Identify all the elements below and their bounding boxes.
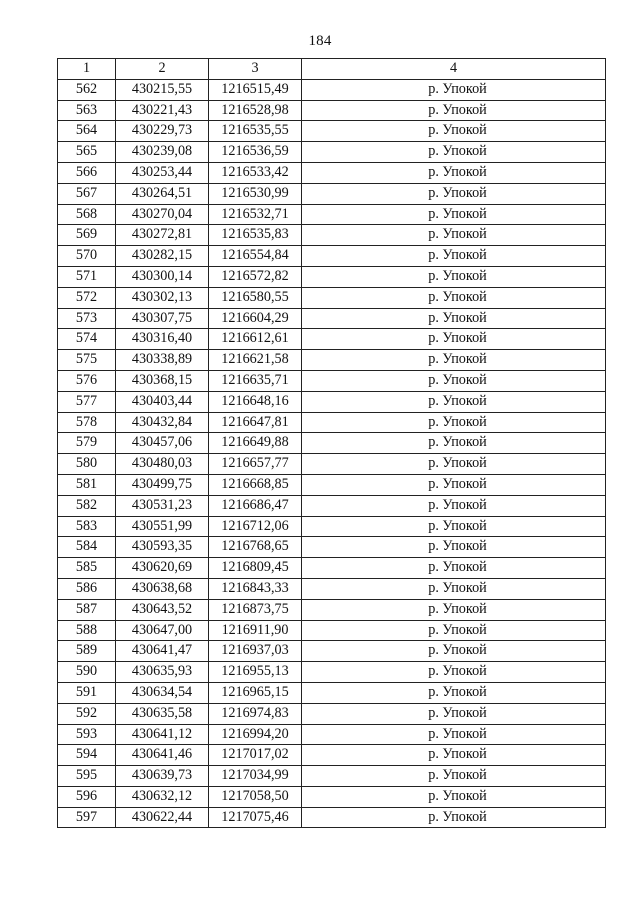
table-row <box>58 370 606 391</box>
description-text: р. Упокой <box>428 122 487 139</box>
y-coordinate-cell: 1216647,81 <box>209 412 302 433</box>
description-text: р. Упокой <box>428 808 487 825</box>
y-coordinate-cell: 1216768,65 <box>209 537 302 558</box>
x-coordinate-cell: 430639,73 <box>116 766 209 787</box>
description-text: р. Упокой <box>428 455 487 472</box>
table-row <box>58 412 606 433</box>
table-row <box>58 599 606 620</box>
x-coordinate-cell: 430215,55 <box>116 79 209 100</box>
point-number-cell: 587 <box>58 599 116 620</box>
y-coordinate-cell: 1216974,83 <box>209 703 302 724</box>
description-text: р. Упокой <box>428 371 487 388</box>
description-cell <box>302 682 606 703</box>
point-number-cell: 571 <box>58 266 116 287</box>
point-number-cell: 576 <box>58 370 116 391</box>
point-number-cell: 562 <box>58 79 116 100</box>
point-number-cell: 574 <box>58 329 116 350</box>
description-cell <box>302 266 606 287</box>
description-cell <box>302 79 606 100</box>
description-text: р. Упокой <box>428 746 487 763</box>
header-col-4: 4 <box>302 59 606 80</box>
point-number-cell: 594 <box>58 745 116 766</box>
point-number-cell: 581 <box>58 474 116 495</box>
description-text: р. Упокой <box>428 600 487 617</box>
description-cell <box>302 162 606 183</box>
description-text: р. Упокой <box>428 143 487 160</box>
point-number-cell: 577 <box>58 391 116 412</box>
table-row <box>58 662 606 683</box>
point-number-cell: 595 <box>58 766 116 787</box>
description-cell <box>302 766 606 787</box>
point-number-cell: 565 <box>58 142 116 163</box>
x-coordinate-cell: 430638,68 <box>116 578 209 599</box>
description-text: р. Упокой <box>428 767 487 784</box>
y-coordinate-cell: 1216532,71 <box>209 204 302 225</box>
x-coordinate-cell: 430403,44 <box>116 391 209 412</box>
description-cell <box>302 537 606 558</box>
table-row <box>58 454 606 475</box>
point-number-cell: 564 <box>58 121 116 142</box>
x-coordinate-cell: 430635,58 <box>116 703 209 724</box>
point-number-cell: 592 <box>58 703 116 724</box>
y-coordinate-cell: 1216515,49 <box>209 79 302 100</box>
table-row <box>58 641 606 662</box>
table-row <box>58 308 606 329</box>
table-row <box>58 266 606 287</box>
point-number-cell: 572 <box>58 287 116 308</box>
point-number-cell: 585 <box>58 558 116 579</box>
table-row <box>58 786 606 807</box>
table-row <box>58 620 606 641</box>
x-coordinate-cell: 430641,47 <box>116 641 209 662</box>
x-coordinate-cell: 430622,44 <box>116 807 209 828</box>
x-coordinate-cell: 430499,75 <box>116 474 209 495</box>
description-text: р. Упокой <box>428 267 487 284</box>
description-cell <box>302 142 606 163</box>
description-cell <box>302 703 606 724</box>
description-text: р. Упокой <box>428 226 487 243</box>
header-row <box>58 59 606 80</box>
point-number-cell: 589 <box>58 641 116 662</box>
point-number-cell: 583 <box>58 516 116 537</box>
point-number-cell: 566 <box>58 162 116 183</box>
point-number-cell: 584 <box>58 537 116 558</box>
y-coordinate-cell: 1217034,99 <box>209 766 302 787</box>
description-cell <box>302 662 606 683</box>
y-coordinate-cell: 1216621,58 <box>209 350 302 371</box>
description-cell <box>302 641 606 662</box>
description-cell <box>302 246 606 267</box>
y-coordinate-cell: 1216530,99 <box>209 183 302 204</box>
table-row <box>58 225 606 246</box>
point-number-cell: 569 <box>58 225 116 246</box>
point-number-cell: 588 <box>58 620 116 641</box>
x-coordinate-cell: 430272,81 <box>116 225 209 246</box>
point-number-cell: 586 <box>58 578 116 599</box>
description-text: р. Упокой <box>428 496 487 513</box>
description-text: р. Упокой <box>428 663 487 680</box>
point-number-cell: 580 <box>58 454 116 475</box>
table-row <box>58 516 606 537</box>
x-coordinate-cell: 430239,08 <box>116 142 209 163</box>
x-coordinate-cell: 430302,13 <box>116 287 209 308</box>
point-number-cell: 568 <box>58 204 116 225</box>
table-row <box>58 578 606 599</box>
description-text: р. Упокой <box>428 579 487 596</box>
x-coordinate-cell: 430632,12 <box>116 786 209 807</box>
x-coordinate-cell: 430432,84 <box>116 412 209 433</box>
description-text: р. Упокой <box>428 434 487 451</box>
y-coordinate-cell: 1216809,45 <box>209 558 302 579</box>
description-cell <box>302 391 606 412</box>
x-coordinate-cell: 430635,93 <box>116 662 209 683</box>
table-row <box>58 724 606 745</box>
y-coordinate-cell: 1216649,88 <box>209 433 302 454</box>
table-row <box>58 766 606 787</box>
description-cell <box>302 516 606 537</box>
description-text: р. Упокой <box>428 288 487 305</box>
y-coordinate-cell: 1216873,75 <box>209 599 302 620</box>
table-header <box>58 59 606 80</box>
point-number-cell: 593 <box>58 724 116 745</box>
description-text: р. Упокой <box>428 517 487 534</box>
description-cell <box>302 121 606 142</box>
point-number-cell: 591 <box>58 682 116 703</box>
x-coordinate-cell: 430641,46 <box>116 745 209 766</box>
table-row <box>58 745 606 766</box>
page-number: 184 <box>308 33 332 49</box>
x-coordinate-cell: 430551,99 <box>116 516 209 537</box>
point-number-cell: 597 <box>58 807 116 828</box>
description-cell <box>302 370 606 391</box>
description-cell <box>302 599 606 620</box>
description-cell <box>302 578 606 599</box>
description-cell <box>302 433 606 454</box>
description-cell <box>302 183 606 204</box>
x-coordinate-cell: 430643,52 <box>116 599 209 620</box>
y-coordinate-cell: 1216911,90 <box>209 620 302 641</box>
description-cell <box>302 807 606 828</box>
y-coordinate-cell: 1217075,46 <box>209 807 302 828</box>
y-coordinate-cell: 1216955,13 <box>209 662 302 683</box>
y-coordinate-cell: 1216528,98 <box>209 100 302 121</box>
x-coordinate-cell: 430593,35 <box>116 537 209 558</box>
description-text: р. Упокой <box>428 787 487 804</box>
point-number-cell: 582 <box>58 495 116 516</box>
description-text: р. Упокой <box>428 725 487 742</box>
table-row <box>58 121 606 142</box>
table-row <box>58 183 606 204</box>
description-cell <box>302 204 606 225</box>
description-text: р. Упокой <box>428 351 487 368</box>
description-cell <box>302 495 606 516</box>
x-coordinate-cell: 430531,23 <box>116 495 209 516</box>
y-coordinate-cell: 1217017,02 <box>209 745 302 766</box>
x-coordinate-cell: 430368,15 <box>116 370 209 391</box>
x-coordinate-cell: 430647,00 <box>116 620 209 641</box>
point-number-cell: 570 <box>58 246 116 267</box>
x-coordinate-cell: 430264,51 <box>116 183 209 204</box>
y-coordinate-cell: 1216686,47 <box>209 495 302 516</box>
description-cell <box>302 786 606 807</box>
description-text: р. Упокой <box>428 538 487 555</box>
y-coordinate-cell: 1216635,71 <box>209 370 302 391</box>
header-col-1: 1 <box>58 59 116 80</box>
description-text: р. Упокой <box>428 247 487 264</box>
x-coordinate-cell: 430641,12 <box>116 724 209 745</box>
y-coordinate-cell: 1216533,42 <box>209 162 302 183</box>
description-cell <box>302 745 606 766</box>
y-coordinate-cell: 1216712,06 <box>209 516 302 537</box>
description-text: р. Упокой <box>428 559 487 576</box>
point-number-cell: 567 <box>58 183 116 204</box>
description-text: р. Упокой <box>428 309 487 326</box>
x-coordinate-cell: 430221,43 <box>116 100 209 121</box>
x-coordinate-cell: 430620,69 <box>116 558 209 579</box>
header-col-2: 2 <box>116 59 209 80</box>
point-number-cell: 575 <box>58 350 116 371</box>
description-cell <box>302 100 606 121</box>
table-row <box>58 246 606 267</box>
description-cell <box>302 558 606 579</box>
description-cell <box>302 412 606 433</box>
point-number-cell: 563 <box>58 100 116 121</box>
coordinates-table <box>57 58 606 828</box>
x-coordinate-cell: 430480,03 <box>116 454 209 475</box>
description-text: р. Упокой <box>428 80 487 97</box>
x-coordinate-cell: 430457,06 <box>116 433 209 454</box>
y-coordinate-cell: 1216536,59 <box>209 142 302 163</box>
point-number-cell: 579 <box>58 433 116 454</box>
y-coordinate-cell: 1216554,84 <box>209 246 302 267</box>
y-coordinate-cell: 1216604,29 <box>209 308 302 329</box>
y-coordinate-cell: 1216994,20 <box>209 724 302 745</box>
description-text: р. Упокой <box>428 205 487 222</box>
table-row <box>58 474 606 495</box>
x-coordinate-cell: 430229,73 <box>116 121 209 142</box>
table-body <box>58 79 606 828</box>
table-row <box>58 807 606 828</box>
table-row <box>58 558 606 579</box>
description-cell <box>302 454 606 475</box>
y-coordinate-cell: 1216965,15 <box>209 682 302 703</box>
y-coordinate-cell: 1216937,03 <box>209 641 302 662</box>
x-coordinate-cell: 430253,44 <box>116 162 209 183</box>
description-cell <box>302 474 606 495</box>
table-row <box>58 350 606 371</box>
x-coordinate-cell: 430282,15 <box>116 246 209 267</box>
table-row <box>58 537 606 558</box>
table-row <box>58 142 606 163</box>
x-coordinate-cell: 430300,14 <box>116 266 209 287</box>
point-number-cell: 596 <box>58 786 116 807</box>
description-cell <box>302 329 606 350</box>
point-number-cell: 578 <box>58 412 116 433</box>
description-cell <box>302 350 606 371</box>
description-text: р. Упокой <box>428 621 487 638</box>
description-text: р. Упокой <box>428 101 487 118</box>
table-row <box>58 204 606 225</box>
y-coordinate-cell: 1216648,16 <box>209 391 302 412</box>
description-cell <box>302 225 606 246</box>
description-text: р. Упокой <box>428 163 487 180</box>
description-cell <box>302 620 606 641</box>
table-row <box>58 495 606 516</box>
y-coordinate-cell: 1216580,55 <box>209 287 302 308</box>
x-coordinate-cell: 430307,75 <box>116 308 209 329</box>
header-col-3: 3 <box>209 59 302 80</box>
description-text: р. Упокой <box>428 704 487 721</box>
y-coordinate-cell: 1216612,61 <box>209 329 302 350</box>
table-row <box>58 100 606 121</box>
table-row <box>58 162 606 183</box>
y-coordinate-cell: 1216535,83 <box>209 225 302 246</box>
y-coordinate-cell: 1216572,82 <box>209 266 302 287</box>
description-text: р. Упокой <box>428 683 487 700</box>
x-coordinate-cell: 430270,04 <box>116 204 209 225</box>
description-text: р. Упокой <box>428 330 487 347</box>
description-text: р. Упокой <box>428 475 487 492</box>
description-cell <box>302 724 606 745</box>
point-number-cell: 573 <box>58 308 116 329</box>
table-row <box>58 433 606 454</box>
y-coordinate-cell: 1216657,77 <box>209 454 302 475</box>
table-row <box>58 391 606 412</box>
table-row <box>58 79 606 100</box>
y-coordinate-cell: 1217058,50 <box>209 786 302 807</box>
x-coordinate-cell: 430338,89 <box>116 350 209 371</box>
table-row <box>58 287 606 308</box>
y-coordinate-cell: 1216535,55 <box>209 121 302 142</box>
description-text: р. Упокой <box>428 413 487 430</box>
x-coordinate-cell: 430634,54 <box>116 682 209 703</box>
y-coordinate-cell: 1216668,85 <box>209 474 302 495</box>
table-row <box>58 682 606 703</box>
point-number-cell: 590 <box>58 662 116 683</box>
table-row <box>58 703 606 724</box>
description-text: р. Упокой <box>428 642 487 659</box>
description-text: р. Упокой <box>428 392 487 409</box>
description-text: р. Упокой <box>428 184 487 201</box>
description-cell <box>302 308 606 329</box>
table-row <box>58 329 606 350</box>
x-coordinate-cell: 430316,40 <box>116 329 209 350</box>
y-coordinate-cell: 1216843,33 <box>209 578 302 599</box>
description-cell <box>302 287 606 308</box>
